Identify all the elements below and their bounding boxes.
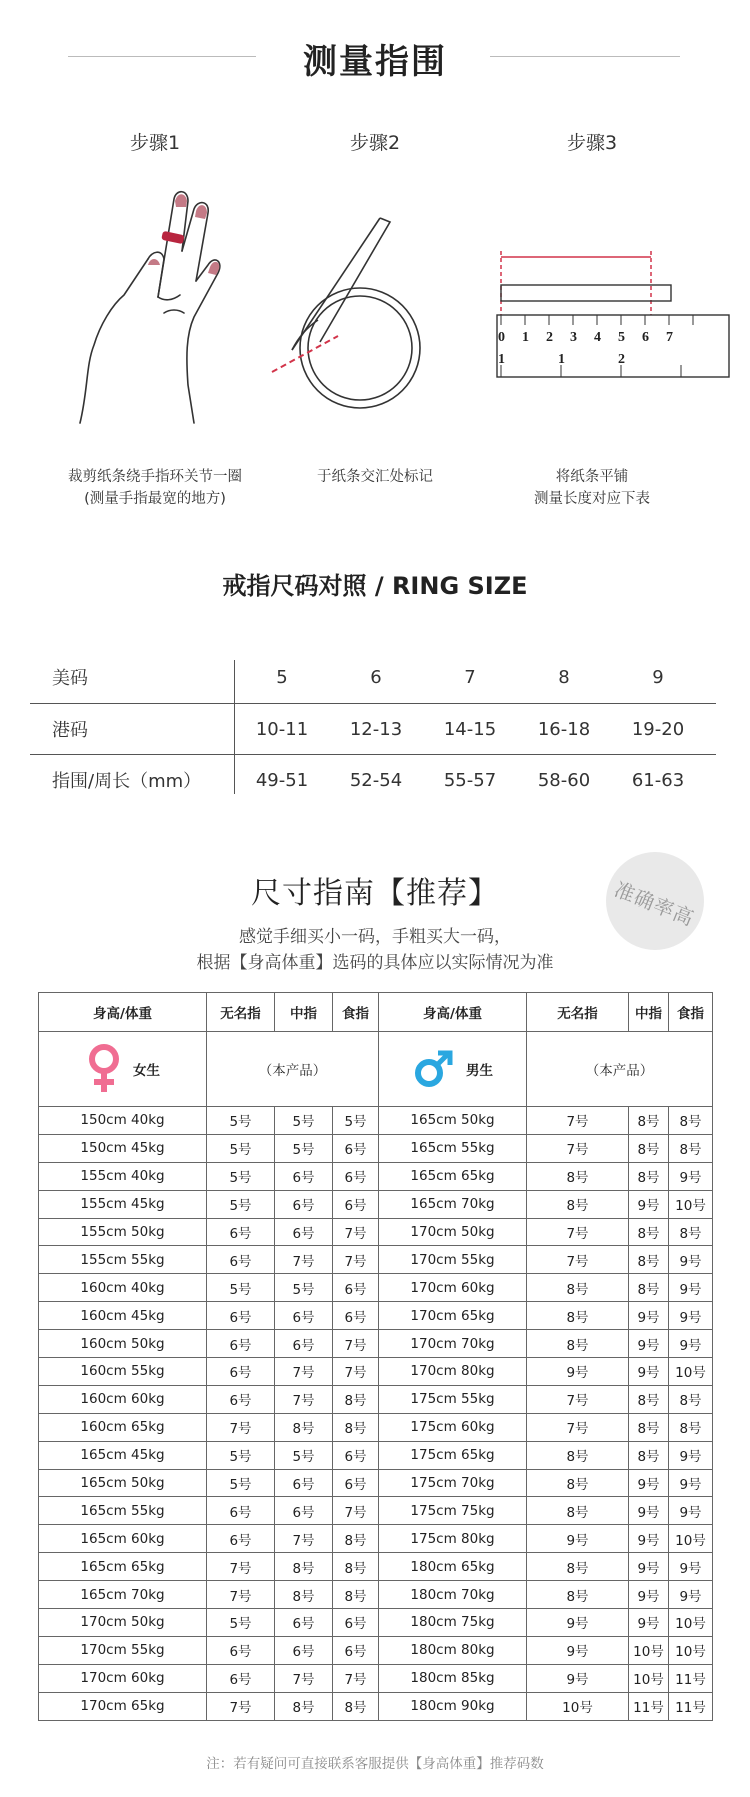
ruler-bottom-0: 1 (498, 352, 505, 367)
ruler-top-2: 2 (546, 330, 553, 345)
female-ring-finger-cell: 5号 (207, 1134, 275, 1162)
male-middle-finger-cell: 9号 (629, 1609, 669, 1637)
female-middle-finger-cell: 8号 (275, 1692, 333, 1720)
male-ring-finger-cell: 7号 (527, 1218, 629, 1246)
male-product-label: （本产品） (527, 1032, 713, 1107)
female-index-finger-cell: 7号 (333, 1497, 379, 1525)
ruler-top-3: 3 (570, 330, 577, 345)
male-middle-finger-cell: 8号 (629, 1218, 669, 1246)
female-index-finger-cell: 6号 (333, 1162, 379, 1190)
male-ring-finger-cell: 9号 (527, 1358, 629, 1386)
table-row (39, 1413, 713, 1441)
female-middle-finger-cell: 5号 (275, 1134, 333, 1162)
female-index-finger-cell: 6号 (333, 1609, 379, 1637)
female-middle-finger-cell: 7号 (275, 1664, 333, 1692)
male-ring-finger-cell: 8号 (527, 1497, 629, 1525)
male-middle-finger-cell: 9号 (629, 1190, 669, 1218)
male-ring-finger-cell: 8号 (527, 1469, 629, 1497)
male-ring-finger-cell: 7号 (527, 1413, 629, 1441)
female-ring-finger-cell: 7号 (207, 1413, 275, 1441)
male-middle-finger-cell: 8号 (629, 1134, 669, 1162)
male-ring-finger-cell: 7号 (527, 1246, 629, 1274)
table-header-row (39, 993, 713, 1032)
female-index-finger-cell: 8号 (333, 1385, 379, 1413)
female-middle-finger-cell: 6号 (275, 1469, 333, 1497)
header-ring-finger-male: 无名指 (527, 993, 629, 1032)
female-middle-finger-cell: 7号 (275, 1385, 333, 1413)
female-height-weight-cell: 150cm 45kg (39, 1134, 207, 1162)
accuracy-badge-text: 准确率高 (611, 877, 698, 931)
male-middle-finger-cell: 8号 (629, 1441, 669, 1469)
ruler-bottom-2: 2 (618, 352, 625, 367)
female-middle-finger-cell: 6号 (275, 1218, 333, 1246)
male-middle-finger-cell: 10号 (629, 1664, 669, 1692)
male-ring-finger-cell: 8号 (527, 1190, 629, 1218)
female-ring-finger-cell: 5号 (207, 1107, 275, 1135)
size-guide-subtitle-1: 感觉手细买小一码，手粗买大一码， (239, 927, 511, 947)
male-middle-finger-cell: 9号 (629, 1330, 669, 1358)
male-height-weight-cell: 175cm 80kg (379, 1525, 527, 1553)
female-middle-finger-cell: 6号 (275, 1190, 333, 1218)
step-3-desc: 将纸条平铺 测量长度对应下表 (534, 469, 650, 507)
female-index-finger-cell: 6号 (333, 1190, 379, 1218)
male-index-finger-cell: 11号 (669, 1664, 713, 1692)
male-ring-finger-cell: 9号 (527, 1525, 629, 1553)
female-height-weight-cell: 165cm 65kg (39, 1553, 207, 1581)
footer-note: 注：若有疑问可直接联系客服提供【身高体重】推荐码数 (206, 1756, 544, 1772)
male-height-weight-cell: 180cm 85kg (379, 1664, 527, 1692)
table-row (39, 1581, 713, 1609)
table-row (39, 1190, 713, 1218)
female-height-weight-cell: 160cm 45kg (39, 1302, 207, 1330)
male-middle-finger-cell: 9号 (629, 1302, 669, 1330)
male-height-weight-cell: 175cm 55kg (379, 1385, 527, 1413)
male-index-finger-cell: 8号 (669, 1107, 713, 1135)
male-index-finger-cell: 9号 (669, 1469, 713, 1497)
gender-row (39, 1032, 713, 1107)
female-middle-finger-cell: 5号 (275, 1274, 333, 1302)
male-middle-finger-cell: 9号 (629, 1525, 669, 1553)
female-height-weight-cell: 165cm 50kg (39, 1469, 207, 1497)
ring-size-vertical-divider (234, 660, 235, 794)
ring-size-row-us: 美码 5 6 7 8 9 (52, 666, 664, 689)
ruler-top-7: 7 (666, 330, 673, 345)
male-height-weight-cell: 165cm 65kg (379, 1162, 527, 1190)
male-index-finger-cell: 9号 (669, 1274, 713, 1302)
male-height-weight-cell: 180cm 80kg (379, 1636, 527, 1664)
female-middle-finger-cell: 8号 (275, 1553, 333, 1581)
female-index-finger-cell: 8号 (333, 1413, 379, 1441)
female-ring-finger-cell: 6号 (207, 1302, 275, 1330)
male-index-finger-cell: 10号 (669, 1636, 713, 1664)
male-middle-finger-cell: 9号 (629, 1469, 669, 1497)
male-middle-finger-cell: 8号 (629, 1274, 669, 1302)
male-middle-finger-cell: 8号 (629, 1162, 669, 1190)
female-index-finger-cell: 6号 (333, 1469, 379, 1497)
female-ring-finger-cell: 7号 (207, 1581, 275, 1609)
step-1-title: 步骤1 (129, 132, 181, 154)
table-row (39, 1302, 713, 1330)
male-index-finger-cell: 9号 (669, 1302, 713, 1330)
table-row (39, 1609, 713, 1637)
female-middle-finger-cell: 8号 (275, 1413, 333, 1441)
header-middle-finger-female: 中指 (275, 993, 333, 1032)
table-row (39, 1469, 713, 1497)
male-height-weight-cell: 170cm 70kg (379, 1330, 527, 1358)
step-1-desc: 裁剪纸条绕手指环关节一圈 (测量手指最宽的地方) (68, 469, 242, 507)
female-height-weight-cell: 155cm 55kg (39, 1246, 207, 1274)
female-middle-finger-cell: 7号 (275, 1246, 333, 1274)
female-label: 女生 (133, 1063, 160, 1079)
header-height-weight-male: 身高/体重 (379, 993, 527, 1032)
paper-loop-illustration (262, 210, 442, 415)
female-middle-finger-cell: 6号 (275, 1497, 333, 1525)
female-index-finger-cell: 6号 (333, 1636, 379, 1664)
male-middle-finger-cell: 11号 (629, 1692, 669, 1720)
ruler-top-0: 0 (498, 330, 505, 345)
table-row (39, 1134, 713, 1162)
female-symbol-icon (85, 1043, 123, 1095)
female-index-finger-cell: 7号 (333, 1246, 379, 1274)
table-row (39, 1330, 713, 1358)
female-height-weight-cell: 160cm 60kg (39, 1385, 207, 1413)
table-row (39, 1358, 713, 1386)
female-index-finger-cell: 8号 (333, 1553, 379, 1581)
female-height-weight-cell: 150cm 40kg (39, 1107, 207, 1135)
male-height-weight-cell: 180cm 90kg (379, 1692, 527, 1720)
header-middle-finger-male: 中指 (629, 993, 669, 1032)
male-middle-finger-cell: 9号 (629, 1358, 669, 1386)
female-middle-finger-cell: 6号 (275, 1609, 333, 1637)
step-3-title: 步骤3 (566, 132, 618, 154)
hand-wrap-illustration (60, 185, 240, 425)
female-height-weight-cell: 160cm 50kg (39, 1330, 207, 1358)
female-height-weight-cell: 170cm 55kg (39, 1636, 207, 1664)
female-ring-finger-cell: 6号 (207, 1385, 275, 1413)
female-index-finger-cell: 6号 (333, 1302, 379, 1330)
ruler-top-6: 6 (642, 330, 649, 345)
ruler-bottom-1: 1 (558, 352, 565, 367)
male-middle-finger-cell: 8号 (629, 1107, 669, 1135)
male-ring-finger-cell: 8号 (527, 1553, 629, 1581)
female-ring-finger-cell: 6号 (207, 1525, 275, 1553)
table-row (39, 1497, 713, 1525)
male-cell (379, 1032, 527, 1107)
female-middle-finger-cell: 6号 (275, 1330, 333, 1358)
ruler-illustration (495, 245, 730, 380)
male-ring-finger-cell: 8号 (527, 1302, 629, 1330)
male-height-weight-cell: 180cm 70kg (379, 1581, 527, 1609)
male-index-finger-cell: 9号 (669, 1581, 713, 1609)
female-middle-finger-cell: 7号 (275, 1358, 333, 1386)
table-row (39, 1107, 713, 1135)
female-middle-finger-cell: 7号 (275, 1525, 333, 1553)
female-height-weight-cell: 165cm 70kg (39, 1581, 207, 1609)
female-height-weight-cell: 170cm 65kg (39, 1692, 207, 1720)
female-ring-finger-cell: 6号 (207, 1497, 275, 1525)
female-product-label: （本产品） (207, 1032, 379, 1107)
female-height-weight-cell: 160cm 40kg (39, 1274, 207, 1302)
female-height-weight-cell: 160cm 65kg (39, 1413, 207, 1441)
table-row (39, 1553, 713, 1581)
male-height-weight-cell: 170cm 80kg (379, 1358, 527, 1386)
male-height-weight-cell: 180cm 75kg (379, 1609, 527, 1637)
male-index-finger-cell: 9号 (669, 1441, 713, 1469)
female-middle-finger-cell: 5号 (275, 1441, 333, 1469)
female-index-finger-cell: 7号 (333, 1358, 379, 1386)
size-guide-title: 尺寸指南【推荐】 (251, 876, 499, 911)
male-index-finger-cell: 8号 (669, 1218, 713, 1246)
female-ring-finger-cell: 7号 (207, 1553, 275, 1581)
female-ring-finger-cell: 5号 (207, 1441, 275, 1469)
male-index-finger-cell: 9号 (669, 1330, 713, 1358)
male-height-weight-cell: 170cm 55kg (379, 1246, 527, 1274)
female-index-finger-cell: 8号 (333, 1692, 379, 1720)
male-index-finger-cell: 11号 (669, 1692, 713, 1720)
male-height-weight-cell: 175cm 60kg (379, 1413, 527, 1441)
ring-size-title: 戒指尺码对照 / RING SIZE (222, 572, 528, 600)
table-row (39, 1441, 713, 1469)
male-height-weight-cell: 175cm 70kg (379, 1469, 527, 1497)
male-index-finger-cell: 9号 (669, 1246, 713, 1274)
male-index-finger-cell: 10号 (669, 1190, 713, 1218)
female-ring-finger-cell: 5号 (207, 1469, 275, 1497)
female-ring-finger-cell: 5号 (207, 1609, 275, 1637)
male-ring-finger-cell: 9号 (527, 1636, 629, 1664)
male-index-finger-cell: 10号 (669, 1609, 713, 1637)
male-index-finger-cell: 9号 (669, 1162, 713, 1190)
male-middle-finger-cell: 8号 (629, 1413, 669, 1441)
female-ring-finger-cell: 6号 (207, 1636, 275, 1664)
male-index-finger-cell: 8号 (669, 1413, 713, 1441)
female-index-finger-cell: 6号 (333, 1134, 379, 1162)
female-height-weight-cell: 170cm 50kg (39, 1609, 207, 1637)
female-middle-finger-cell: 6号 (275, 1636, 333, 1664)
table-row (39, 1274, 713, 1302)
table-row (39, 1218, 713, 1246)
female-ring-finger-cell: 6号 (207, 1664, 275, 1692)
female-ring-finger-cell: 6号 (207, 1218, 275, 1246)
step-2-title: 步骤2 (349, 132, 401, 154)
male-height-weight-cell: 165cm 55kg (379, 1134, 527, 1162)
male-index-finger-cell: 9号 (669, 1553, 713, 1581)
male-ring-finger-cell: 9号 (527, 1664, 629, 1692)
table-row (39, 1385, 713, 1413)
female-height-weight-cell: 155cm 40kg (39, 1162, 207, 1190)
female-height-weight-cell: 160cm 55kg (39, 1358, 207, 1386)
female-height-weight-cell: 165cm 60kg (39, 1525, 207, 1553)
male-height-weight-cell: 170cm 65kg (379, 1302, 527, 1330)
female-index-finger-cell: 6号 (333, 1274, 379, 1302)
male-ring-finger-cell: 7号 (527, 1107, 629, 1135)
table-row (39, 1692, 713, 1720)
male-ring-finger-cell: 8号 (527, 1441, 629, 1469)
male-middle-finger-cell: 8号 (629, 1385, 669, 1413)
male-ring-finger-cell: 8号 (527, 1581, 629, 1609)
female-middle-finger-cell: 6号 (275, 1302, 333, 1330)
female-height-weight-cell: 165cm 45kg (39, 1441, 207, 1469)
male-index-finger-cell: 9号 (669, 1497, 713, 1525)
female-ring-finger-cell: 5号 (207, 1190, 275, 1218)
male-height-weight-cell: 180cm 65kg (379, 1553, 527, 1581)
header-height-weight-female: 身高/体重 (39, 993, 207, 1032)
female-ring-finger-cell: 6号 (207, 1330, 275, 1358)
page-title: 测量指围 (303, 42, 447, 82)
male-middle-finger-cell: 9号 (629, 1497, 669, 1525)
ring-size-row-hk: 港码 10-11 12-13 14-15 16-18 19-20 (52, 718, 685, 741)
size-guide-table (38, 992, 713, 1721)
table-row (39, 1525, 713, 1553)
female-index-finger-cell: 7号 (333, 1330, 379, 1358)
female-cell (39, 1032, 207, 1107)
female-ring-finger-cell: 6号 (207, 1246, 275, 1274)
header-index-finger-male: 食指 (669, 993, 713, 1032)
male-height-weight-cell: 170cm 60kg (379, 1274, 527, 1302)
male-symbol-icon (412, 1049, 456, 1089)
ruler-top-5: 5 (618, 330, 625, 345)
ruler-top-1: 1 (522, 330, 529, 345)
male-index-finger-cell: 10号 (669, 1525, 713, 1553)
male-index-finger-cell: 8号 (669, 1134, 713, 1162)
header-index-finger-female: 食指 (333, 993, 379, 1032)
female-ring-finger-cell: 5号 (207, 1162, 275, 1190)
male-ring-finger-cell: 8号 (527, 1274, 629, 1302)
table-row (39, 1246, 713, 1274)
female-ring-finger-cell: 6号 (207, 1358, 275, 1386)
female-middle-finger-cell: 6号 (275, 1162, 333, 1190)
table-row (39, 1162, 713, 1190)
male-height-weight-cell: 175cm 65kg (379, 1441, 527, 1469)
header-rule-right (490, 56, 680, 57)
ruler-top-4: 4 (594, 330, 601, 345)
ring-size-row-mm: 指围/周长（mm） 49-51 52-54 55-57 58-60 61-63 (52, 769, 685, 792)
male-index-finger-cell: 10号 (669, 1358, 713, 1386)
male-middle-finger-cell: 9号 (629, 1553, 669, 1581)
male-middle-finger-cell: 8号 (629, 1246, 669, 1274)
female-height-weight-cell: 165cm 55kg (39, 1497, 207, 1525)
female-height-weight-cell: 155cm 45kg (39, 1190, 207, 1218)
female-index-finger-cell: 5号 (333, 1107, 379, 1135)
male-ring-finger-cell: 9号 (527, 1609, 629, 1637)
male-ring-finger-cell: 10号 (527, 1692, 629, 1720)
table-row (39, 1636, 713, 1664)
male-ring-finger-cell: 8号 (527, 1162, 629, 1190)
male-height-weight-cell: 170cm 50kg (379, 1218, 527, 1246)
female-ring-finger-cell: 5号 (207, 1274, 275, 1302)
female-middle-finger-cell: 8号 (275, 1581, 333, 1609)
male-label: 男生 (466, 1063, 493, 1079)
male-index-finger-cell: 8号 (669, 1385, 713, 1413)
female-index-finger-cell: 7号 (333, 1218, 379, 1246)
male-ring-finger-cell: 8号 (527, 1330, 629, 1358)
male-height-weight-cell: 175cm 75kg (379, 1497, 527, 1525)
female-index-finger-cell: 8号 (333, 1581, 379, 1609)
table-row (39, 1664, 713, 1692)
male-height-weight-cell: 165cm 50kg (379, 1107, 527, 1135)
male-ring-finger-cell: 7号 (527, 1385, 629, 1413)
female-index-finger-cell: 7号 (333, 1664, 379, 1692)
female-index-finger-cell: 6号 (333, 1441, 379, 1469)
female-height-weight-cell: 170cm 60kg (39, 1664, 207, 1692)
male-height-weight-cell: 165cm 70kg (379, 1190, 527, 1218)
male-middle-finger-cell: 10号 (629, 1636, 669, 1664)
size-guide-subtitle-2: 根据【身高体重】选码的具体应以实际情况为准 (196, 953, 554, 973)
male-ring-finger-cell: 7号 (527, 1134, 629, 1162)
female-index-finger-cell: 8号 (333, 1525, 379, 1553)
step-2-desc: 于纸条交汇处标记 (317, 469, 433, 485)
header-ring-finger-female: 无名指 (207, 993, 275, 1032)
female-middle-finger-cell: 5号 (275, 1107, 333, 1135)
female-ring-finger-cell: 7号 (207, 1692, 275, 1720)
female-height-weight-cell: 155cm 50kg (39, 1218, 207, 1246)
male-middle-finger-cell: 9号 (629, 1581, 669, 1609)
